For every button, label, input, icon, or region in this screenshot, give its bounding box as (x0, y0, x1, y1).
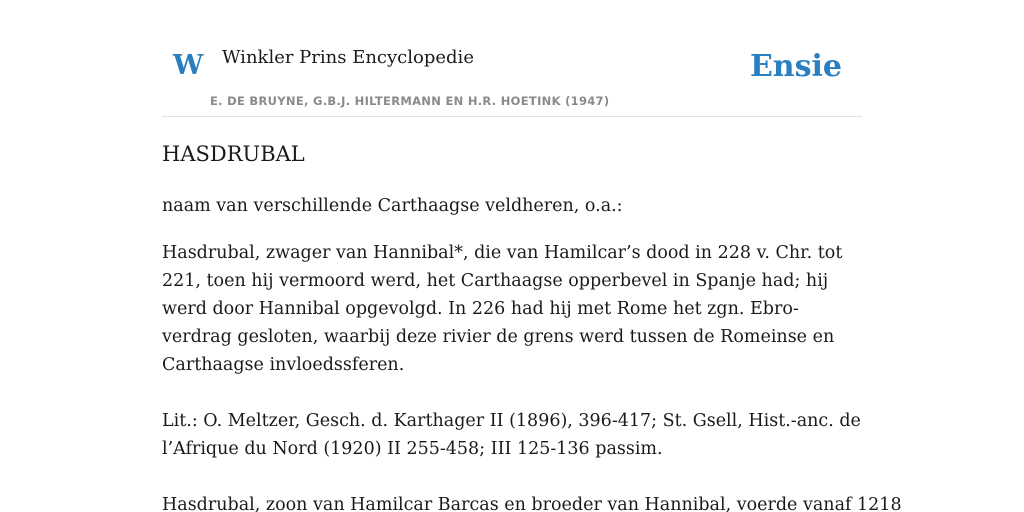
headword: HASDRUBAL (162, 142, 305, 166)
article-body (162, 192, 902, 512)
ensie-logo[interactable]: Ensie (749, 49, 842, 84)
literature-reference: Lit.: O. Meltzer, Gesch. d. Karthager II (1896), 396-417; St. Gsell, Hist.-anc. de l’Afrique du Nord (1920) II 255-458; III 125-136 passim. (162, 411, 861, 459)
source-header (162, 0, 862, 117)
winkler-prins-logo-icon[interactable]: W (173, 50, 204, 81)
paragraph-spacer (162, 379, 862, 407)
paragraph-spacer (162, 463, 862, 491)
source-title[interactable]: Winkler Prins Encyclopedie (222, 47, 474, 68)
article-paragraph: Hasdrubal, zwager van Hannibal*, die van Hamilcar’s dood in 228 v. Chr. tot 221, toen hij vermoord werd, het Carthaagse opperbevel in Spanje had; hij werd door Hannibal opgevolgd. In 226 had hij met Rome het zgn. Ebro-verdrag gesloten, waarbij deze rivier de grens werd tussen de Romeinse en Carthaagse invloedssferen. (162, 243, 843, 375)
article-intro: naam van verschillende Carthaagse veldheren, o.a.: (162, 196, 623, 216)
source-authors: E. DE BRUYNE, G.B.J. HILTERMANN EN H.R. HOETINK (1947) (210, 94, 610, 108)
article-paragraph: Hasdrubal, zoon van Hamilcar Barcas en broeder van Hannibal, voerde vanaf 1218 (162, 495, 902, 512)
article-page (162, 0, 902, 512)
